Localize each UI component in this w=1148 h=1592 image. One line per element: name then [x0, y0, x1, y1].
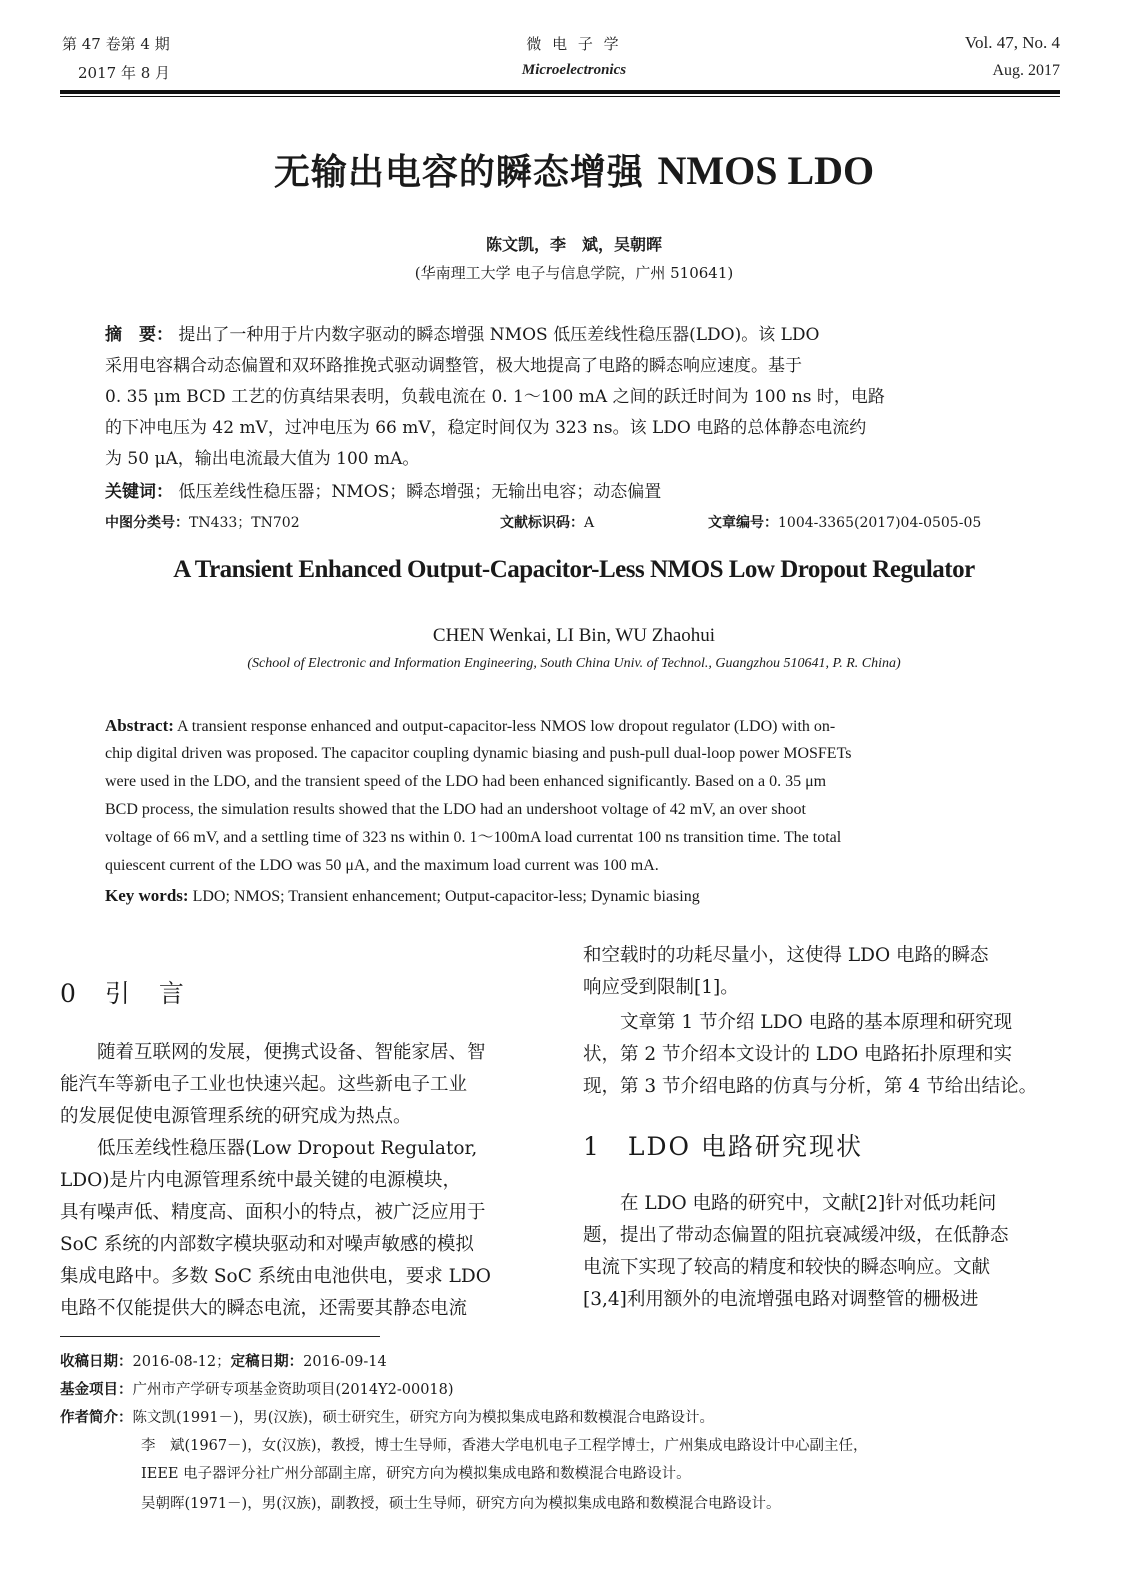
journal-name-en: Microelectronics — [521, 62, 627, 78]
section-1-line-4: [3,4]利用额外的电流增强电路对调整管的栅极进 — [583, 1289, 979, 1310]
section-0-right-line-3: 文章第 1 节介绍 LDO 电路的基本原理和研究现 — [583, 1012, 1013, 1033]
affiliation-en: (School of Electronic and Information Engineering, South China Univ. of Technol., Guangzhou 510641, P. R. China) — [247, 656, 901, 671]
abstract-cn-line-4: 的下冲电压为 42 mV，过冲电压为 66 mV，稳定时间仅为 323 ns。该 LDO 电路的总体静态电流约 — [105, 418, 867, 438]
footnote-bio-2-cont: IEEE 电子器评分社广州分部副主席，研究方向为模拟集成电路和数模混合电路设计。 — [141, 1466, 691, 1482]
keywords-cn: 关键词： 低压差线性稳压器；NMOS；瞬态增强；无输出电容；动态偏置 — [105, 482, 662, 502]
section-1-line-1: 在 LDO 电路的研究中，文献[2]针对低功耗问 — [583, 1193, 997, 1214]
document-code: 文献标识码：A — [500, 515, 595, 531]
paper-title-cn — [0, 144, 1148, 195]
header-rule-thick — [60, 90, 1060, 94]
section-0-right-line-2: 响应受到限制[1]。 — [583, 977, 739, 998]
section-1-line-2: 题，提出了带动态偏置的阻抗衰减缓冲级，在低静态 — [583, 1225, 1009, 1246]
volume-issue-cn: 第 47 卷第 4 期 — [62, 35, 170, 53]
footnote-bio-2: 李 斌(1967－)，女(汉族)，教授，博士生导师，香港大学电机电子工程学博士，广州集成电路设计中心副主任， — [141, 1438, 868, 1454]
paper-title-en: A Transient Enhanced Output-Capacitor-Less NMOS Low Dropout Regulator — [173, 556, 975, 583]
footnote-bio-1: 作者简介：陈文凯(1991－)，男(汉族)，硕士研究生，研究方向为模拟集成电路和数模混合电路设计。 — [60, 1409, 715, 1426]
section-0-left-line-5: LDO)是片内电源管理系统中最关键的电源模块， — [60, 1170, 462, 1191]
paper-title-cn-suffix: NMOS LDO — [657, 148, 875, 193]
abstract-en-line-4: BCD process, the simulation results showed that the LDO had an undershoot voltage of 42 mV, an over shoot — [105, 801, 806, 818]
volume-issue-en: Vol. 47, No. 4 — [964, 33, 1060, 52]
journal-name-cn: 微 电 子 学 — [526, 35, 622, 53]
paper-title-cn-main: 无输出电容的瞬态增强 — [273, 152, 644, 193]
footnote-fund: 基金项目：广州市产学研专项基金资助项目(2014Y2-00018) — [60, 1381, 454, 1398]
keywords-en-label: Key words: — [105, 886, 189, 905]
section-1-heading: 1 LDO 电路研究现状 — [583, 1132, 863, 1161]
clc-number: 中图分类号：TN433；TN702 — [105, 515, 300, 531]
abstract-cn-line-5: 为 50 μA，输出电流最大值为 100 mA。 — [105, 449, 420, 469]
keywords-cn-label: 关键词： — [105, 482, 173, 502]
authors-cn: 陈文凯，李 斌，吴朝晖 — [485, 235, 662, 254]
authors-en: CHEN Wenkai, LI Bin, WU Zhaohui — [432, 625, 716, 646]
abstract-cn-label: 摘 要： — [105, 325, 173, 345]
abstract-en-line-5: voltage of 66 mV, and a settling time of 323 ns within 0. 1～100mA load currentat 100 ns transition time. The total — [105, 829, 842, 846]
keywords-en: Key words: LDO; NMOS; Transient enhancement; Output-capacitor-less; Dynamic biasing — [105, 886, 700, 905]
section-0-right-line-1: 和空载时的功耗尽量小，这使得 LDO 电路的瞬态 — [583, 945, 989, 966]
section-0-left-line-1: 随着互联网的发展，便携式设备、智能家居、智 — [60, 1042, 486, 1063]
section-0-left-line-6: 具有噪声低、精度高、面积小的特点，被广泛应用于 — [60, 1202, 486, 1223]
footnote-bio-3: 吴朝晖(1971－)，男(汉族)，副教授，硕士生导师，研究方向为模拟集成电路和数模混合电路设计。 — [141, 1496, 781, 1512]
section-0-right-line-5: 现，第 3 节介绍电路的仿真与分析，第 4 节给出结论。 — [583, 1076, 1038, 1097]
abstract-en-line-1: Abstract: A transient response enhanced and output-capacitor-less NMOS low dropout regulator (LDO) with on- — [105, 716, 836, 735]
abstract-cn-line-3: 0. 35 μm BCD 工艺的仿真结果表明，负载电流在 0. 1～100 mA 之间的跃迁时间为 100 ns 时，电路 — [105, 387, 885, 407]
section-0-left-line-3: 的发展促使电源管理系统的研究成为热点。 — [60, 1106, 412, 1127]
affiliation-cn: (华南理工大学 电子与信息学院，广州 510641) — [414, 264, 734, 282]
section-0-left-line-8: 集成电路中。多数 SoC 系统由电池供电，要求 LDO — [60, 1266, 491, 1287]
footnote-rule — [60, 1336, 380, 1337]
section-0-heading: 0 引 言 — [60, 979, 186, 1008]
abstract-en-line-3: were used in the LDO, and the transient speed of the LDO had been enhanced significantly. Based on a 0. 35 μm — [105, 773, 827, 790]
date-en: Aug. 2017 — [992, 62, 1060, 79]
abstract-cn-line-1: 摘 要： 提出了一种用于片内数字驱动的瞬态增强 NMOS 低压差线性稳压器(LDO)。该 LDO — [105, 325, 820, 345]
header-rule-thin — [60, 96, 1060, 97]
abstract-en-line-6: quiescent current of the LDO was 50 μA, and the maximum load current was 100 mA. — [105, 857, 659, 874]
section-0-left-line-9: 电路不仅能提供大的瞬态电流，还需要其静态电流 — [60, 1298, 468, 1319]
section-0-right-line-4: 状，第 2 节介绍本文设计的 LDO 电路拓扑原理和实 — [583, 1044, 1013, 1065]
article-number: 文章编号：1004-3365(2017)04-0505-05 — [708, 515, 982, 531]
footnote-dates: 收稿日期：2016-08-12；定稿日期：2016-09-14 — [60, 1353, 387, 1370]
abstract-en-label: Abstract: — [105, 716, 174, 735]
abstract-en-line-2: chip digital driven was proposed. The capacitor coupling dynamic biasing and push-pull dual-loop power MOSFETs — [105, 745, 852, 762]
abstract-cn-line-2: 采用电容耦合动态偏置和双环路推挽式驱动调整管，极大地提高了电路的瞬态响应速度。基于 — [105, 356, 802, 376]
section-0-left-line-7: SoC 系统的内部数字模块驱动和对噪声敏感的模拟 — [60, 1234, 474, 1255]
date-cn: 2017 年 8 月 — [78, 64, 171, 82]
section-0-left-line-4: 低压差线性稳压器(Low Dropout Regulator, — [60, 1138, 478, 1159]
section-1-line-3: 电流下实现了较高的精度和较快的瞬态响应。文献 — [583, 1257, 991, 1278]
section-0-left-line-2: 能汽车等新电子工业也快速兴起。这些新电子工业 — [60, 1074, 468, 1095]
